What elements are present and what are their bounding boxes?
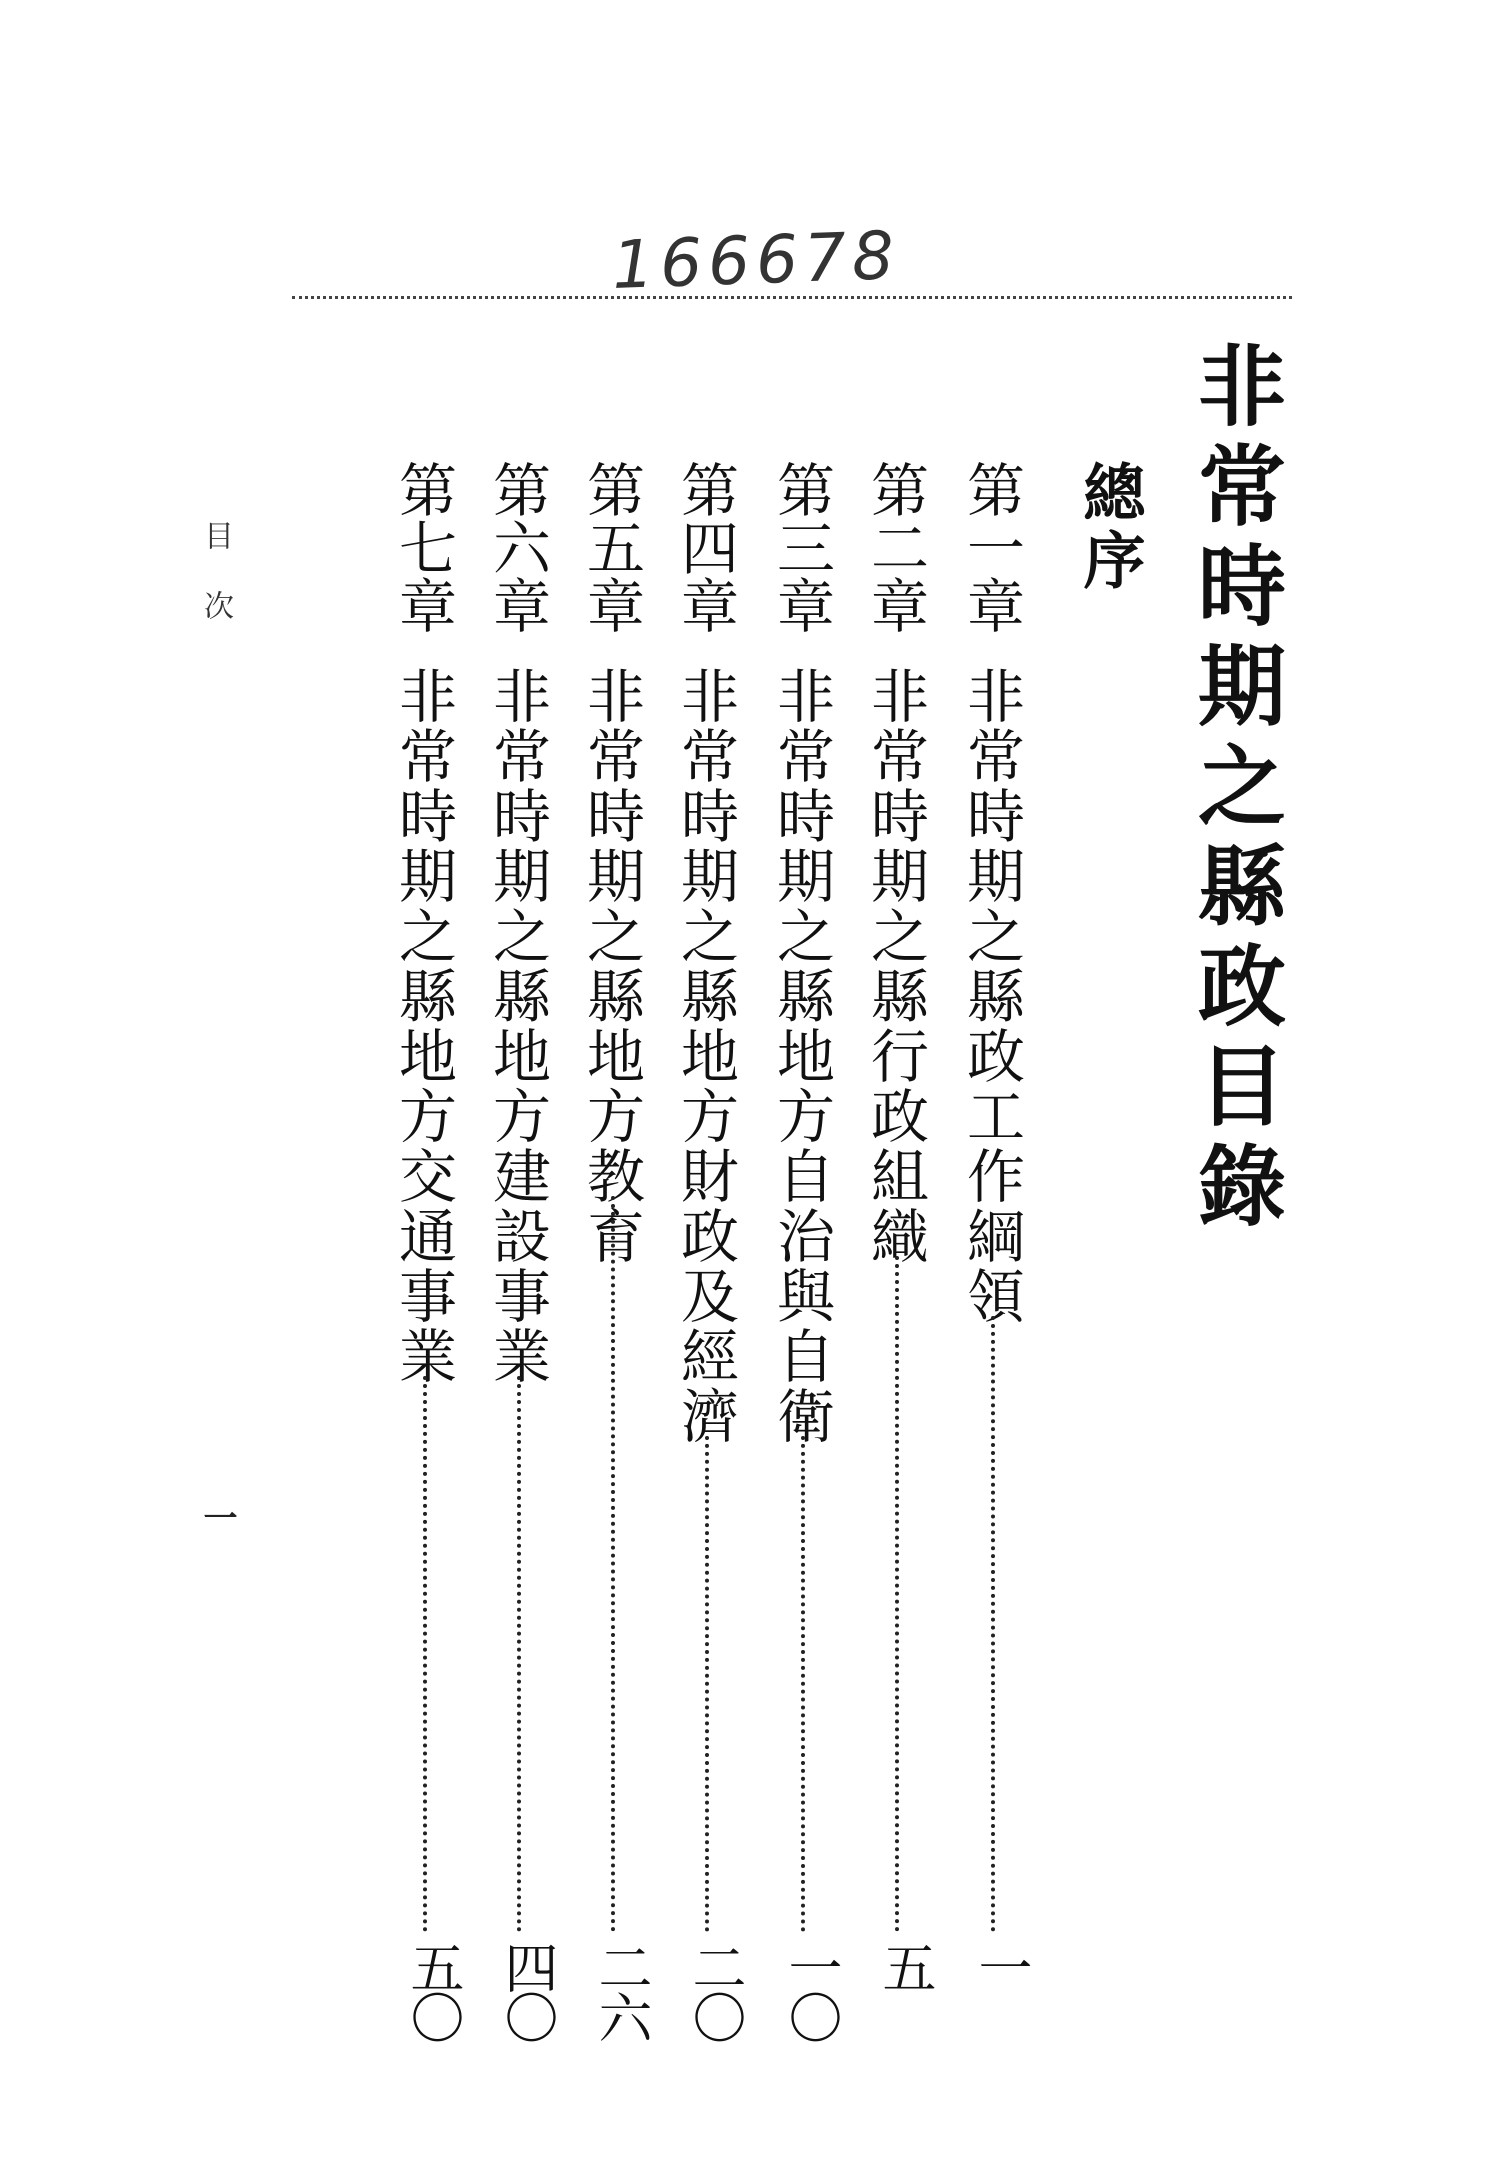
page-folio: 一 (197, 1500, 237, 1534)
chapter-title: 非常時期之縣地方財政及經濟 (671, 666, 739, 1446)
chapter-label: 第五章 (577, 460, 645, 634)
chapter-entry-3 (767, 460, 843, 2050)
chapter-leader (423, 1376, 427, 1932)
book-title: 非常時期之縣政目錄 (1184, 340, 1288, 1240)
section-margin-label: 目次 (198, 520, 233, 660)
chapter-page-number: 一〇 (780, 1940, 843, 2040)
chapter-title: 非常時期之縣地方自治與自衛 (767, 666, 835, 1446)
chapter-label: 第二章 (861, 460, 929, 634)
chapter-title: 非常時期之縣地方教育 (577, 666, 645, 1266)
chapter-page-number: 二〇 (684, 1940, 747, 2040)
chapter-leader (517, 1376, 521, 1932)
chapter-label: 第六章 (483, 460, 551, 634)
chapter-page-number: 二六 (590, 1940, 653, 2040)
chapter-leader (801, 1436, 805, 1932)
chapter-entry-2 (861, 460, 937, 2050)
chapter-entry-5 (577, 460, 653, 2050)
chapter-title: 非常時期之縣地方建設事業 (483, 666, 551, 1386)
chapter-title: 非常時期之縣地方交通事業 (389, 666, 457, 1386)
chapter-label: 第三章 (767, 460, 835, 634)
chapter-title: 非常時期之縣行政組織 (861, 666, 929, 1266)
chapter-title: 非常時期之縣政工作綱領 (957, 666, 1025, 1326)
chapter-page-number: 五 (874, 1940, 937, 1990)
chapter-label: 第七章 (389, 460, 457, 634)
chapter-page-number: 一 (970, 1940, 1033, 1990)
chapter-label: 第四章 (671, 460, 739, 634)
catalog-number: 166678 (610, 216, 902, 305)
chapter-leader (991, 1316, 995, 1932)
chapter-entry-1 (957, 460, 1033, 2050)
general-preface: 總序 (1073, 460, 1146, 596)
chapter-page-number: 四〇 (496, 1940, 559, 2040)
chapter-leader (611, 1196, 615, 1932)
chapter-entry-7 (389, 460, 465, 2050)
chapter-page-number: 五〇 (402, 1940, 465, 2040)
chapter-entry-4 (671, 460, 747, 2050)
chapter-entry-6 (483, 460, 559, 2050)
chapter-leader (705, 1436, 709, 1932)
chapter-leader (895, 1256, 899, 1932)
chapter-label: 第一章 (957, 460, 1025, 634)
header-rule (292, 296, 1292, 299)
